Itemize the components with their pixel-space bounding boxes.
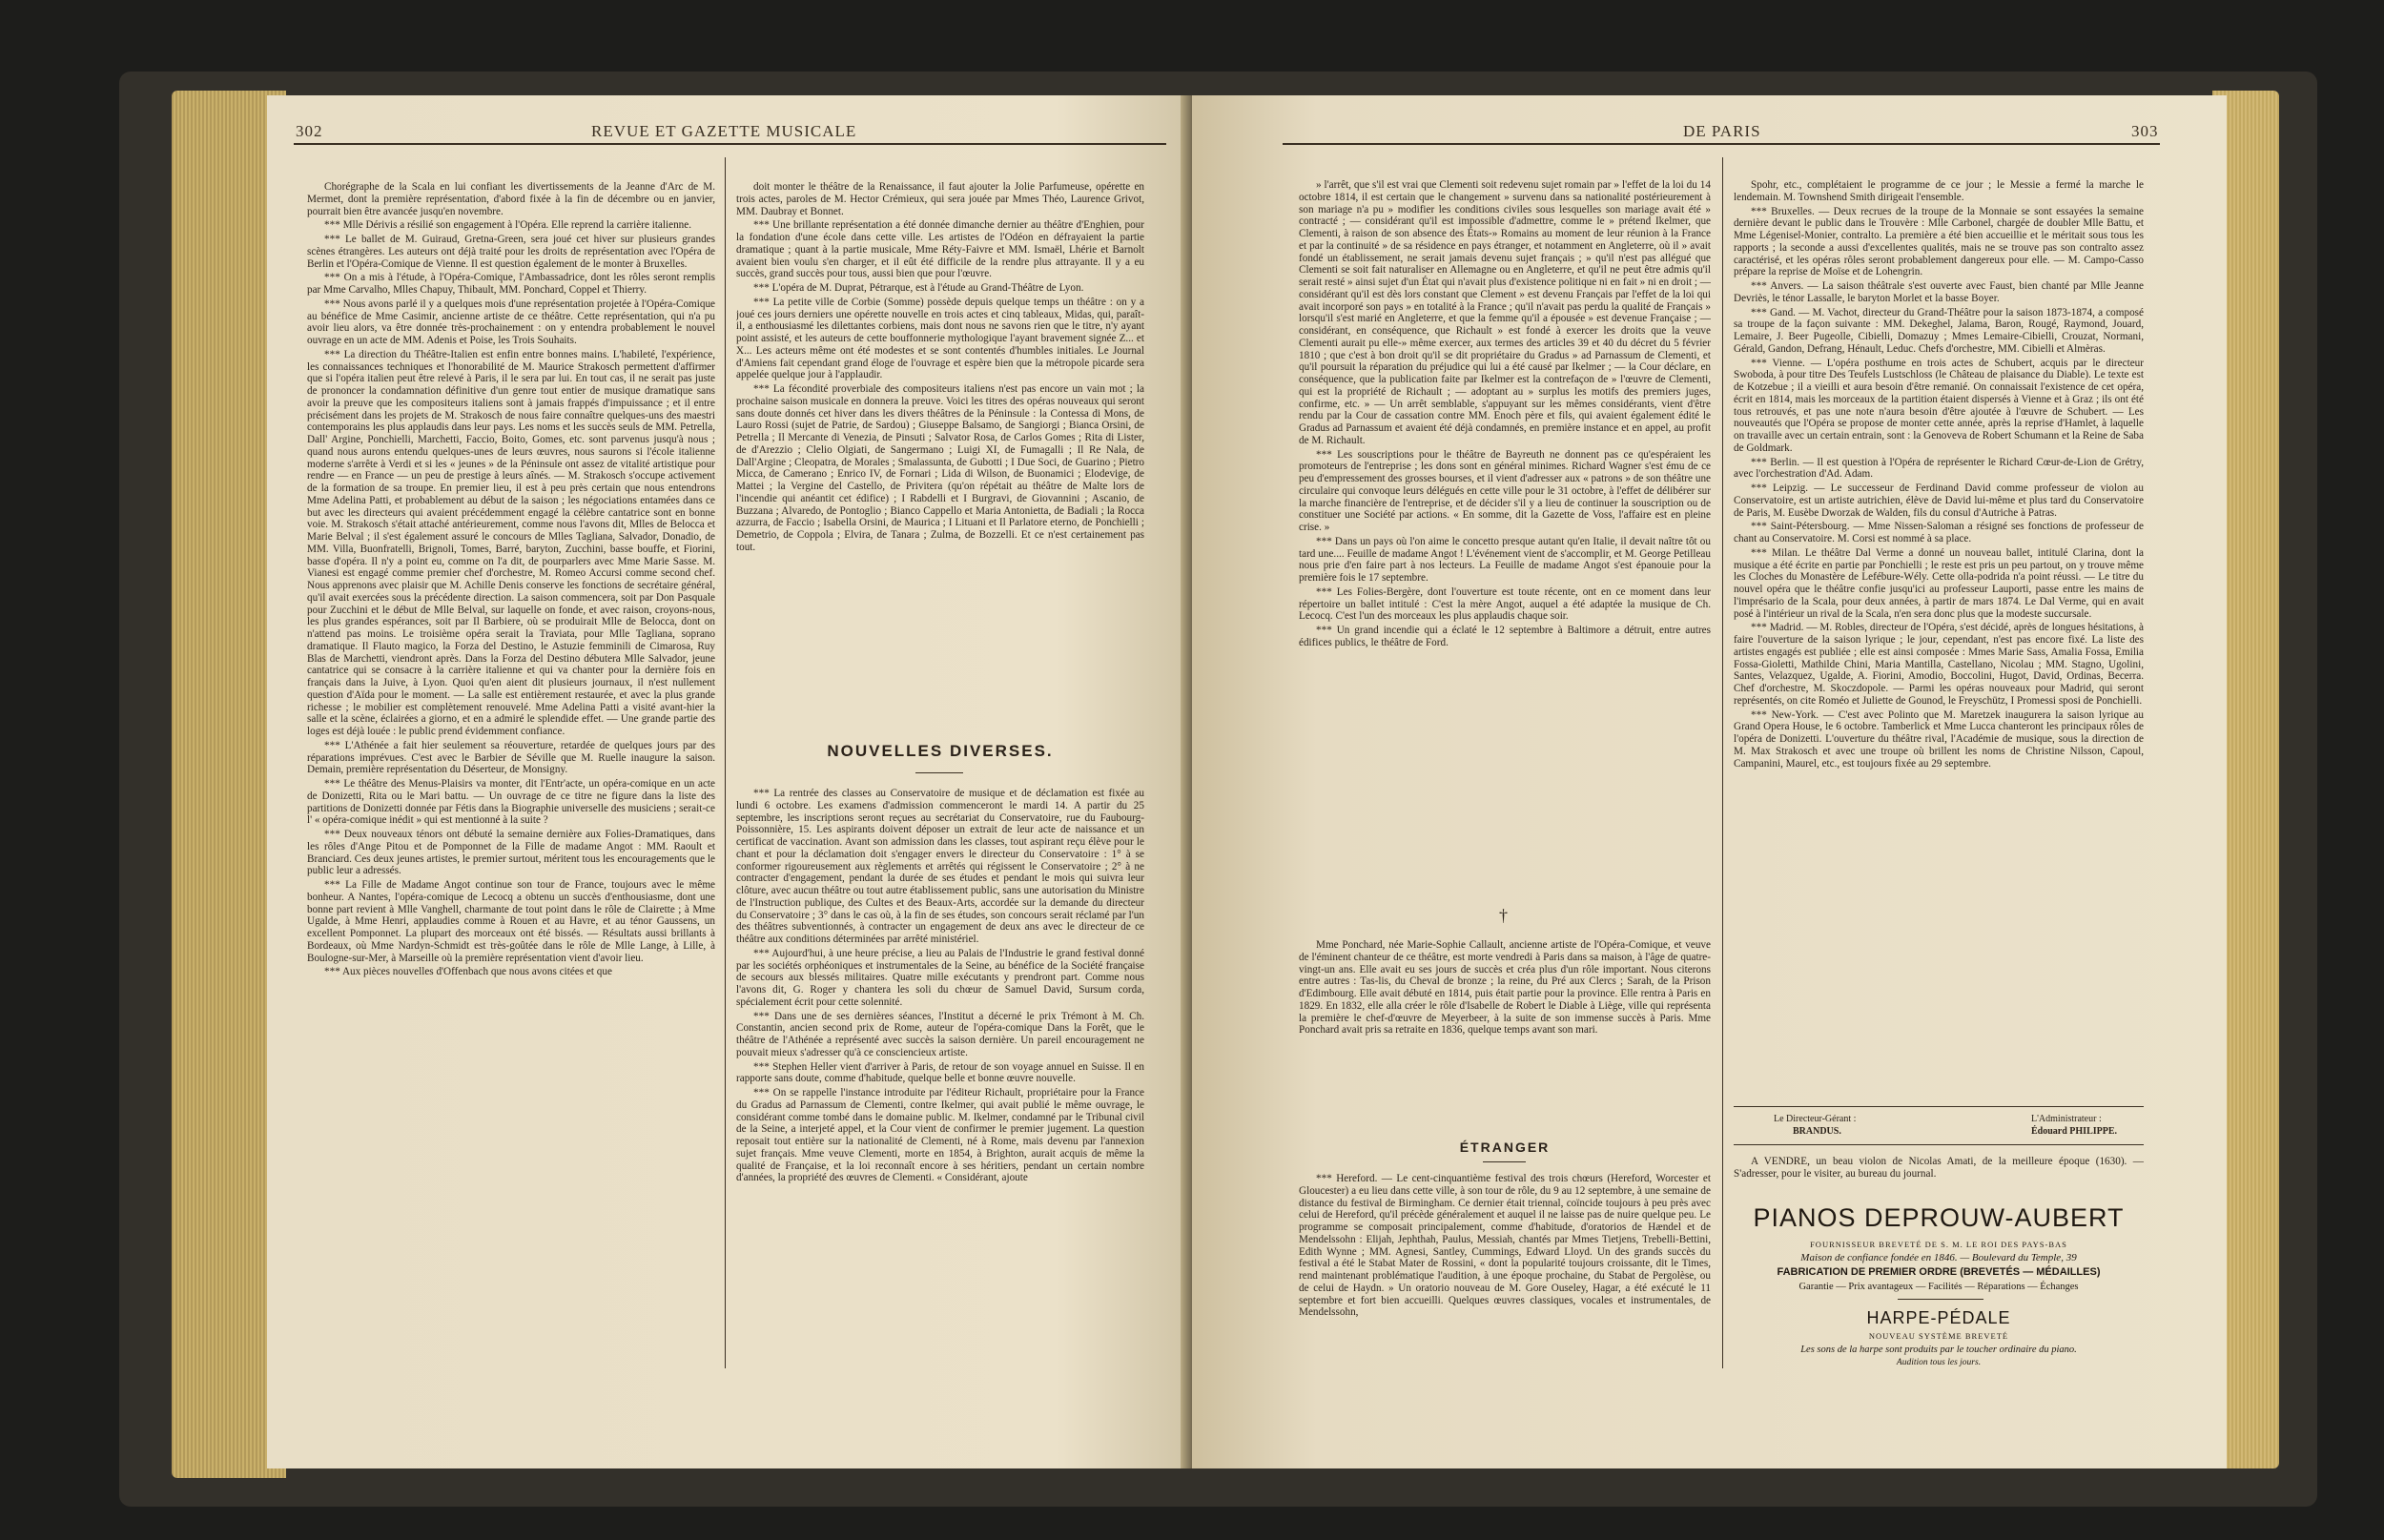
pianos-ad-address: Maison de confiance fondée en 1846. — Boulevard du Temple, 39 — [1800, 1252, 2077, 1263]
paragraph: *** On a mis à l'étude, à l'Opéra-Comique, l'Ambassadrice, dont les rôles seront remplis par Mme Carvalho, Mlles Chapuy, Thibault, MM. Ponchard, Coppel et Thierry. — [307, 272, 715, 296]
paragraph: Spohr, etc., complétaient le programme de ce jour ; le Messie a fermé la marche le lendemain. M. Townshend Smith dirigeait l'ensemble. — [1734, 179, 2144, 203]
paragraph: *** New-York. — C'est avec Polinto que M. Maretzek inaugurera la saison lyrique au Grand Opera House, le 6 octobre. Tamberlick et Mme Lucca chanteront les principaux rôles de l'opéra de Donizetti. L'ouverture du théâtre rival, l'Académie de musique, sous la direction de M. Max Strakosch et avec une troupe où brillent les noms de Christine Nilsson, Capoul, Campanini, Maurel, etc., est toujours fixée au 29 septembre. — [1734, 708, 2144, 770]
nouvelles-rule — [915, 772, 963, 773]
pianos-ad-fabrication: FABRICATION DE PREMIER ORDRE (BREVETÉS — MÉDAILLES) — [1777, 1266, 2101, 1278]
paragraph: *** Aux pièces nouvelles d'Offenbach que nous avons citées et que — [324, 966, 612, 978]
paragraph: *** Saint-Pétersbourg. — Mme Nissen-Saloman a résigné ses fonctions de professeur de chant au Conservatoire. M. Corsi est nommé à sa place. — [1734, 521, 2144, 544]
director-name: BRANDUS. — [1793, 1126, 1841, 1137]
paragraph: *** Vienne. — L'opéra posthume en trois actes de Schubert, acquis par le directeur Swoboda, à pour titre Des Teufels Lustschloss (le Château de plaisance du Diable). Le texte est de Kotzebue ; il a vieilli et aura besoin d'être remanié. On connaissait l'existence de cet opéra, écrit en 1814, mais les morceaux de la partition étaient dispersés à Vienne et à Graz ; ils ont été tous retrouvés, et pas une note n'aura besoin d'être ajoutée à l'œuvre de Schubert. — Les nouveautés que l'Opéra se propose de monter cette année, après la reprise d'Hamlet, à laquelle on travaille avec un certain entrain, sont : la Genoveva de Robert Schumann et la Reine de Saba de Goldmark. — [1734, 357, 2144, 454]
administrator-name: Édouard PHILIPPE. — [2031, 1126, 2118, 1137]
right-running-header: DE PARIS — [1683, 122, 1761, 140]
paragraph: *** Les souscriptions pour le théâtre de Bayreuth ne donnent pas ce qu'espéraient les promoteurs de l'entreprise ; les dons sont en général minimes. Richard Wagner s'est ému de ce peu d'empressement des grosses bourses, et il vient d'adresser aux « patrons » de son théâtre une circulaire qui convoque leurs délégués en cette ville pour le 31 octobre, à l'effet de délibérer sur la marche financière de l'entreprise, et de décider s'il y a lieu de continuer la souscription ou de constituer une Société par actions. « En somme, dit la Gazette de Voss, l'affaire est en pleine crise. » — [1299, 448, 1711, 533]
harpe-pedale-title: HARPE-PÉDALE — [1866, 1308, 2011, 1327]
right-header-rule — [1283, 143, 2160, 145]
paragraph: *** Deux nouveaux ténors ont débuté la semaine dernière aux Folies-Dramatiques, dans les rôles d'Ange Pitou et de Pomponnet de la Fille de madame Angot : MM. Raoult et Branciard. Ces deux jeunes artistes, le premier surtout, méritent tous les encouragements que le public leur a adressés. — [307, 829, 715, 877]
right-column-1-bottom — [1299, 1173, 1711, 1378]
left-column-2-top — [736, 181, 1144, 739]
paragraph: *** La Fille de Madame Angot continue son tour de France, toujours avec le même bonheur. A Nantes, l'opéra-comique de Lecocq a obtenu un succès d'enthousiasme, dont une bonne part revient à Mlle Vanghell, charmante de tout point dans le rôle de Clairette ; à Mme Ugalde, à Mme Henri, applaudies comme à Rouen et au Havre, et au ténor Gaussens, un excellent Pomponnet. La plupart des morceaux ont été bissés. — Résultats aussi brillants à Bordeaux, où Mme Nardyn-Schmidt est très-goûtée dans le rôle de Mlle Lange, à Lille, à Boulogne-sur-Mer, à Marseille où la première représentation vient d'avoir lieu. — [307, 879, 715, 964]
paragraph: *** Aujourd'hui, à une heure précise, a lieu au Palais de l'Industrie le grand festival donné par les sociétés orphéoniques et instrumentales de la Seine, au bénéfice de la Société française de secours aux blessés militaires. Quatre mille exécutants y prendront part. Comme nous l'avons dit, G. Roger y chantera les soli du chœur de Samuel David, Sursum corda, spécialement écrit pour cette solennité. — [736, 947, 1144, 1008]
paragraph: *** La fécondité proverbiale des compositeurs italiens n'est pas encore un vain mot ; la prochaine saison musicale en donnera la preuve. Voici les titres des opéras nouveaux qui seront sans doute donnés cet hiver dans les divers théâtres de la Péninsule : la Contessa di Mons, de Lauro Rossi (sujet de Patrie, de Sardou) ; Giuseppe Balsamo, de Sangiorgi ; Bianca Orsini, de Petrella ; Il Mercante di Venezia, de Pinsuti ; Salvator Rosa, de Carlos Gomes ; Rita di Lister, de d'Arezzio ; Clelio Olgiati, de Sangermano ; Luigi XI, de Fumagalli ; Il Re Nala, de Dall'Argine ; Cleopatra, de Morales ; Smalassunta, de Gubotti ; I Due Soci, de Guarino ; Pietro Micca, de Camerano ; Enrico IV, de Fornari ; Lida di Wilson, de Buonamici ; Elodevige, de Mattei ; la Vergine del Castello, de Privitera (qu'on répétait au théâtre de Malte lors de l'incendie qui anéantit cet édifice) ; I Rabdelli et I Burgravi, de Giovannini ; Ascanio, de Buzzana ; Alvaredo, de Pontoglio ; Bianco Cappello et Maria Antonietta, de Badiali ; la Rocca azzurra, de Faccio ; Isabella Orsini, de Maurica ; I Lituani et Il Parlatore eterno, de Ponchielli ; Demetrio, de Coppola ; Elvira, de Tanara ; Zulma, de Bozzelli. Et ce n'est certainement pas tout. — [736, 383, 1144, 553]
obituary-cross: † — [1499, 906, 1508, 925]
paragraph: *** Un grand incendie qui a éclaté le 12 septembre à Baltimore a détruit, entre autres édifices publics, le théâtre de Ford. — [1299, 625, 1711, 648]
left-header-rule — [294, 143, 1166, 145]
signature-rule — [1734, 1106, 2144, 1107]
obituary-text — [1299, 939, 1711, 1130]
paragraph: Chorégraphe de la Scala en lui confiant les divertissements de la Jeanne d'Arc de M. Mermet, dont la première représentation, d'abord fixée à la fin de décembre ou en janvier, pourrait bien être avancée jusqu'en novembre. — [307, 181, 715, 217]
paragraph: *** La direction du Théâtre-Italien est enfin entre bonnes mains. L'habileté, l'expérience, les connaissances techniques et l'honorabilité de M. Maurice Strakosch permettent d'affirmer que si l'opéra italien peut être relevé à Paris, il le sera par lui. En tout cas, il ne serait pas juste de prononcer la condamnation définitive d'un genre tout entier de musique dramatique sans avoir la preuve que les compositeurs italiens sont à jamais frappés d'impuissance ; et il entre précisément dans les projets de M. Strakosch de nous faire connaître quelques-uns des maestri contemporains les plus applaudis dans leur pays. Les noms et les succès seuls de MM. Petrella, Dall' Argine, Ponchielli, Marchetti, Faccio, Boito, Gomes, etc. sont parvenus jusqu'à nous ; quand nous aurons entendu quelques-unes de leurs œuvres, nous saurons si l'école italienne moderne s'arrête à Verdi et si les « jeunes » de la Péninsule ont assez de vitalité artistique pour rendre — en France — un peu de prestige à leurs aînés. — M. Strakosch s'occupe activement de la formation de sa troupe. En premier lieu, il est à peu près certain que nous entendrons Mme Adelina Patti, et probablement au début de la saison ; les négociations entamées dans ce but avec les directeurs qui avaient précédemment engagé la célèbre cantatrice sont en bonne voie. M. Strakosch s'était attaché antérieurement, comme nous l'avons dit, Mlles de Belocca et Marie Belval ; il s'est également assuré le concours de Mlles Tagliana, Salvador, Donadio, de MM. Villa, Buonfratelli, Brignoli, Tomes, Barré, baryton, Zucchini, basse bouffe, et Fiorini, basse d'opéra. Il n'y a point eu, comme on l'a dit, de pourparlers avec Mme Marie Sasse. M. Vianesi est engagé comme premier chef d'orchestre, M. Romeo Accursi comme second chef. Nous apprenons avec plaisir que M. Achille Denis conserve les fonctions de secrétaire général, qu'il avait exercées sous la précédente direction. La saison commencera, soit par Don Pasquale pour Zucchini et le début de Mlle Belval, sur laquelle on fonde, et avec raison, croyons-nous, les plus grandes espérances, soit par Il Barbiere, où se produirait Mlle de Belocca, dont on n'attend pas moins. Le troisième opéra serait la Traviata, pour Mlle Tagliana, soprano dramatique. Il Flauto magico, la Forza del Destino, le Astuzie femminili de Cimarosa, Ruy Blas de Marchetti, viendront après. Dans la Forza del Destino débutera Mlle Salvador, jeune cantatrice qui se consacre à la carrière italienne et qui va chanter pour la dernière fois en français dans la Juive, à Lyon. Quoi qu'en aient dit plusieurs journaux, il n'est nullement question d'Aïda pour le moment. — La salle est entièrement restaurée, et avec la plus grande richesse ; le mobilier est complètement renouvelé. Mme Adelina Patti a visité avant-hier la salle et la scène, éclairées a giorno, et en a admiré le splendide effet. — Une grande partie des loges est déjà louée : le public prend évidemment confiance. — [307, 348, 715, 737]
paragraph: *** Berlin. — Il est question à l'Opéra de représenter le Richard Cœur-de-Lion de Grétry, avec l'orchestration d'Ad. Adam. — [1734, 456, 2144, 481]
paragraph: *** Madrid. — M. Robles, directeur de l'Opéra, s'est décidé, après de longues hésitations, à faire l'ouverture de la saison lyrique ; le jour, cependant, n'est pas encore fixé. La liste des artistes engagés est publiée ; elle est ainsi composée : Mmes Marie Sass, Amalia Fossa, Emilia Fossa-Gioletti, Mathilde Chini, Maria Mantilla, Castellano, Nicolau ; MM. Stagno, Ugolini, Santes, Velazquez, Ugalde, A. Fiorini, Amodio, Boccolini, Hugot, David, Ordinas, Becerra. Chef d'orchestre, M. Skoczdopole. — Parmi les opéras nouveaux pour Madrid, qui seront représentés, on cite Roméo et Juliette de Gounod, le Freyschütz, I Promessi sposi de Ponchielli. — [1734, 622, 2144, 707]
ads-rule — [1734, 1144, 2144, 1145]
harpe-audition: Audition tous les jours. — [1896, 1358, 1982, 1367]
harpe-system: NOUVEAU SYSTÈME BREVETÉ — [1868, 1331, 2009, 1341]
paragraph: *** Le théâtre des Menus-Plaisirs va monter, dit l'Entr'acte, un opéra-comique en un acte de Donizetti, Rita ou le Mari battu. — Un ouvrage de ce titre ne figure dans la liste des partitions de Donizetti donnée par Fétis dans la Biographie universelle des musiciens ; serait-ce l' « opéra-comique inédit » qui est mentionné à la suite ? — [307, 778, 715, 827]
right-page-number: 303 — [2131, 122, 2159, 140]
paragraph: *** Les Folies-Bergère, dont l'ouverture est toute récente, ont en ce moment dans leur répertoire un ballet intitulé : C'est la mère Angot, auquel a été adaptée la musique de Ch. Lecocq. C'est l'un des morceaux les plus applaudis chaque soir. — [1299, 585, 1711, 623]
paragraph: Mme Ponchard, née Marie-Sophie Callault, ancienne artiste de l'Opéra-Comique, et veuve de l'éminent chanteur de ce théâtre, est morte vendredi à Paris dans sa maison, à l'âge de quatre-vingt-un ans. Elle avait eu ses jours de succès et créa plus d'un rôle important. Nous citerons entre autres : Tas-lis, du Cheval de bronze ; la reine, du Pré aux Clercs ; Sarah, de la Prison d'Edimbourg. Elle avait débuté en 1814, puis était partie pour la province. Elle rentra à Paris en 1829. En 1832, elle alla créer le rôle d'Isabelle de Robert le Diable à Liège, ville qui représenta la première le chef-d'œuvre de Meyerbeer, à la suite de son immense succès à Paris. Mme Ponchard avait pris sa retraite en 1836, quelque temps avant son mari. — [1299, 939, 1711, 1037]
violin-for-sale-ad: A VENDRE, un beau violon de Nicolas Amati, de la meilleure époque (1630). — S'adresser, pour le visiter, au bureau du journal. — [1734, 1156, 2144, 1180]
paragraph: *** L'Athénée a fait hier seulement sa réouverture, retardée de quelques jours par des réparations imprévues. C'est avec le Barbier de Séville que M. Ruelle inaugure la saison. Demain, première représentation du Déserteur, de Monsigny. — [307, 739, 715, 776]
nouvelles-diverses-title: NOUVELLES DIVERSES. — [827, 742, 1054, 760]
paragraph: *** Bruxelles. — Deux recrues de la troupe de la Monnaie se sont essayées la semaine dernière devant le public dans le Trouvère : Mlle Carbonel, chargée de doubler Mlle Battu, et Mme Légenisel-Monier, contralto. La première a été bien accueillie et le méritait sous tous les rapports ; la seconde a aussi d'excellentes qualités, mais ne se trouve pas son contralto assez caractérisé, et les opéras rôles seront probablement dangereux pour elle. — M. Campo-Casso prépare la reprise de Moïse et de Lohengrin. — [1734, 205, 2144, 278]
pianos-ad-title: PIANOS DEPROUW-AUBERT — [1753, 1203, 2125, 1232]
paragraph: *** Dans une de ses dernières séances, l'Institut a décerné le prix Trémont à M. Ch. Constantin, ancien second prix de Rome, auteur de l'opéra-comique Dans la Forêt, que le théâtre de l'Athénée a représenté avec succès la saison dernière. Un pareil encouragement ne pouvait mieux s'adresser qu'à ce consciencieux artiste. — [736, 1010, 1144, 1058]
paragraph: *** Nous avons parlé il y a quelques mois d'une représentation projetée à l'Opéra-Comique au bénéfice de Mme Casimir, ancienne artiste de ce théâtre. Cette représentation, qui n'a pu avoir lieu alors, va être donnée très-prochainement : on y entendra probablement le nouvel ouvrage en un acte de MM. Adenis et Poise, les Trois Souhaits. — [307, 298, 715, 346]
administrator-label: L'Administrateur : — [2031, 1114, 2102, 1124]
left-page-number: 302 — [296, 122, 323, 140]
left-running-header: REVUE ET GAZETTE MUSICALE — [591, 122, 857, 140]
right-column-2 — [1734, 179, 2144, 1099]
paragraph: *** Le ballet de M. Guiraud, Gretna-Green, sera joué cet hiver sur plusieurs grandes scènes étrangères. Les auteurs ont déjà traité pour les droits de représentation avec l'Opéra de Berlin et l'Opéra-Comique de Vienne. Il est question également de le monter à Bruxelles. — [307, 234, 715, 270]
harpe-description: Les sons de la harpe sont produits par le toucher ordinaire du piano. — [1800, 1345, 2077, 1355]
pianos-ad-guarantee: Garantie — Prix avantageux — Facilités — Réparations — Échanges — [1798, 1282, 2079, 1292]
paragraph: *** Leipzig. — Le successeur de Ferdinand David comme professeur de violon au Conservatoire, est un artiste autrichien, élève de David lui-même et plus tard du Conservatoire de Paris, M. Eusèbe Dworzak de Walden, fils du consul d'Autriche à Patras. — [1734, 483, 2144, 519]
paragraph: *** Stephen Heller vient d'arriver à Paris, de retour de son voyage annuel en Suisse. Il en rapporte sans doute, comme d'habitude, quelque belle et bonne œuvre nouvelle. — [736, 1060, 1144, 1085]
paragraph: *** Gand. — M. Vachot, directeur du Grand-Théâtre pour la saison 1873-1874, a composé sa troupe de la façon suivante : MM. Dekeghel, Jalama, Baron, Rougé, Raymond, Jouard, Lemaire, J. Beer Pugeolle, Cibielli, Domazuy ; Mmes Lemaire-Cibielli, Crouzat, Normani, Gérald, Gandon, Defrang, Hénault, Leduc. Chefs d'orchestre, MM. Cibielli et Almèras. — [1734, 306, 2144, 355]
paragraph: *** La petite ville de Corbie (Somme) possède depuis quelque temps un théâtre : on y a joué ces jours derniers une opérette nouvelle en trois actes et cinq tableaux, Midas, qui, paraît-il, a enthousiasmé les dilettantes corbiens, mais dont nous ne savons rien que le titre, n'y ayant point assisté, et les auteurs de cette bouffonnerie mythologique l'ayant bravement signée Z... et X... Les acteurs même ont été modestes et se sont contentés d'humbles initiales. Le Journal d'Amiens fait cependant grand éloge de l'ouvrage et espère bien que la métropole picarde sera appelée quelque jour à l'applaudir. — [736, 296, 1144, 381]
paragraph: *** Mlle Dérivis a résilié son engagement à l'Opéra. Elle reprend la carrière italienne. — [324, 219, 692, 232]
paragraph: *** Une brillante représentation a été donnée dimanche dernier au théâtre d'Enghien, pour la fondation d'une école dans cette ville. Les artistes de l'Odéon en défrayaient la partie dramatique ; quant à la partie musicale, Mme Réty-Faivre et MM. Ismaël, Lhérie et Barnolt avaient bien voulu s'en charger, et il eût été difficile de la rendre plus attrayante. Il y a eu succès, grand succès pour tous, aussi bien que pour l'œuvre. — [736, 219, 1144, 280]
paragraph: *** La rentrée des classes au Conservatoire de musique et de déclamation est fixée au lundi 6 octobre. Les examens d'admission commenceront le mardi 14. A partir du 25 septembre, les inscriptions seront reçues au secrétariat du Conservatoire, rue du Faubourg-Poissonnière, 15. Les aspirants doivent déposer un extrait de leur acte de naissance et un certificat de vaccination. Avant son admission dans les classes, tout aspirant reçu élève pour le chant et pour la déclamation doit s'engager envers le directeur du Conservatoire : 1° à se conformer rigoureusement aux règlements et arrêtés qui régissent le Conservatoire ; 2° à ne contracter d'engagement, pendant la durée de ses études et pendant le mois qui suivra leur clôture, avec aucun théâtre ou tout autre établissement public, sans une autorisation du Ministre de l'Instruction publique, des Cultes et des Beaux-Arts, accordée sur la demande du directeur du Conservatoire ; 3° dans le cas où, à la fin de ses études, son concours serait réclamé par l'un des théâtres subventionnés, à contracter un engagement de deux ans avec le directeur de ce théâtre aux conditions déterminées par arrêté ministériel. — [736, 788, 1144, 945]
paragraph: doit monter le théâtre de la Renaissance, il faut ajouter la Jolie Parfumeuse, opérette en trois actes, paroles de M. Hector Crémieux, qui sera jouée par Mmes Théo, Laurence Grivot, MM. Daubray et Bonnet. — [736, 181, 1144, 217]
paragraph: *** Anvers. — La saison théâtrale s'est ouverte avec Faust, bien chanté par Mlle Jeanne Devriès, le ténor Lassalle, le baryton Morlet et la basse Boyer. — [1734, 280, 2144, 304]
director-label: Le Directeur-Gérant : — [1774, 1114, 1857, 1124]
left-column-divider — [725, 157, 726, 1368]
paragraph: *** L'opéra de M. Duprat, Pétrarque, est à l'étude au Grand-Théâtre de Lyon. — [753, 282, 1084, 294]
right-column-1-top — [1299, 179, 1711, 906]
etranger-title: ÉTRANGER — [1459, 1140, 1551, 1155]
paragraph: *** Dans un pays où l'on aime le concetto presque autant qu'en Italie, il devait naître tôt ou tard une.... Feuille de madame Angot ! L'événement vient de s'accomplir, et M. George Petilleau nous prie d'en faire part à nos lecteurs. La Feuille de madame Angot s'est épanouie pour la première fois le 17 septembre. — [1299, 535, 1711, 584]
etranger-rule — [1483, 1161, 1526, 1162]
paragraph: *** On se rappelle l'instance introduite par l'éditeur Richault, propriétaire pour la France du Gradus ad Parnassum de Clementi, contre Ikelmer, qui avait publié le même ouvrage, le considérant comme tombé dans le domaine public. M. Ikelmer, condamné par le Tribunal civil de la Seine, a interjeté appel, et la Cour vient de confirmer le premier jugement. La question reposait tout entière sur la nationalité de Clementi, né à Rome, mais devenu par l'annexion sujet français. Mme veuve Clementi, morte en 1854, à Brighton, aurait acquis de même la qualité de Française, et la loi reconnaît encore à ses héritiers, pendant un certain nombre d'années, la propriété des œuvres de Clementi. « Considérant, ajoute — [736, 1087, 1144, 1184]
paragraph: » l'arrêt, que s'il est vrai que Clementi soit redevenu sujet romain par » l'effet de la loi du 14 octobre 1814, il est certain que le changement » survenu dans sa nationalité postérieurement à son mariage n'a pu » modifier les conditions civiles sous lesquelles son mariage avait été » contracté ; — considérant qu'il est impossible d'admettre, comme le » prétend Ikelmer, que Clementi, à raison de son absence des États-» Romains au moment de leur réunion à la France et par la continuité » de sa résidence en pays étranger, et notamment en Angleterre, où il » avait fondé un établissement, ne serait jamais devenu sujet français ; » qu'il n'est pas allégué que Clementi se soit fait naturaliser en Allemagne ou en Angleterre, et qu'il ne peut être admis qu'il serait resté » ainsi sujet d'un État qui n'avait plus d'existence politique ni en fait » ni en droit ; — considérant qu'il est dès lors constant que Clement » est devenu Français par l'effet de la loi qui avait incorporé son pays » en totalité à la France ; qu'il n'avait pas perdu la qualité de Français » lorsqu'il s'est marié en Angleterre, et que la femme qu'il a épousée » est devenue Française ; — considérant, en conséquence, que Richault » est fondé à exercer les droits que la veuve Clementi aurait pu elle-» même exercer, aux termes des articles 39 et 40 du décret du 5 février 1810 ; que c'est à bon droit qu'il se dit propriétaire du Gradus » ad Parnassum de Clementi, et qu'il poursuit la réparation du préjudice qui lui a été causé par Ikelmer ; — la Cour déclare, en conséquence, que la publication faite par Ikelmer est la contrefaçon de » l'œuvre de Clementi, qui est la propriété de Richault ; — adoptant au » surplus les motifs des premiers juges, confirme, etc. » — Un arrêt semblable, s'appuyant sur les mêmes considérants, vient d'être rendu par la Cour de cassation contre MM. Enoch père et fils, qui avaient également édité le Gradus ad Parnassum et avaient été déjà condamnés, en première instance et en appel, au profit de M. Richault. — [1299, 179, 1711, 446]
right-column-divider — [1722, 157, 1723, 1368]
left-column-2-bottom — [736, 788, 1144, 1379]
paragraph: *** Milan. Le théâtre Dal Verme a donné un nouveau ballet, intitulé Clarina, dont la musique a été écrite en partie par Ponchielli ; le reste est pris un peu partout, on y trouve même les Cloches du Monastère de Lefébure-Wély. Cette olla-podrida n'a point réussi. — Le titre du nouvel opéra que le théâtre confie jusqu'ici au professeur Lauporti, passe entre les mains de l'imprésario de la Scala, pour deux années, à partir de mars 1874. Le Dal Verme, qui en avait posé à l'intérieur un rival de la Scala, n'en sera donc plus que la modeste succursale. — [1734, 546, 2144, 620]
paragraph: *** Hereford. — Le cent-cinquantième festival des trois chœurs (Hereford, Worcester et Gloucester) a eu lieu dans cette ville, à son tour de rôle, du 9 au 12 septembre, à une semaine de distance du festival de Birmingham. Ce dernier était triennal, coïncide toujours à peu près avec celui de Hereford, qu'il précède généralement et auquel il ne laisse pas de nuire quelque peu. Le programme se composait principalement, comme d'habitude, d'oratorios de Hændel et de Mendelssohn : Elijah, Jephthah, Paulus, Messiah, chantés par Mmes Tietjens, Trebelli-Bettini, Edith Wynne ; MM. Agnesi, Santley, Cummings, Edward Lloyd. Un des grands succès du festival a été le Stabat Mater de Rossini, « dont la popularité toujours croissante, dit le Times, rend maintenant problématique l'audition, à une époque prochaine, du Stabat de Pergolèse, ou de celui de Haydn. » Un oratorio nouveau de M. Gore Ouseley, Hagar, a été exécuté le 11 septembre et fort bien accueilli. Quelques œuvres classiques, vocales et instrumentales, de Mendelssohn, — [1299, 1173, 1711, 1319]
pianos-ad-supplier: FOURNISSEUR BREVETÉ DE S. M. LE ROI DES PAYS-BAS — [1810, 1240, 2067, 1249]
left-column-1 — [307, 181, 715, 1378]
harpe-rule — [1898, 1299, 1983, 1300]
